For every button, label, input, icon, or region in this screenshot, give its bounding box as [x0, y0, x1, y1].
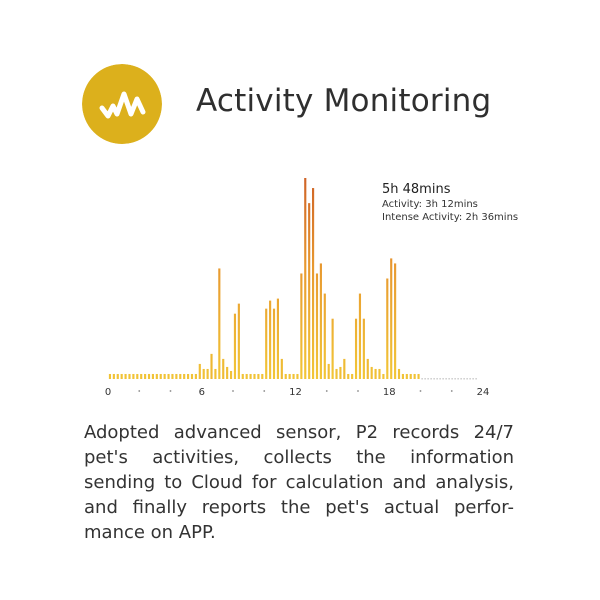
activity-bar: [183, 374, 185, 379]
intense-activity-time: Intense Activity: 2h 36mins: [382, 211, 519, 223]
future-placeholder-dot: [457, 378, 459, 380]
x-minor-tick: [170, 390, 172, 392]
future-placeholder-dot: [463, 378, 465, 380]
x-minor-tick: [138, 390, 140, 392]
future-placeholder-dot: [472, 378, 474, 380]
activity-bar: [382, 374, 384, 379]
future-placeholder-dot: [436, 378, 438, 380]
x-minor-tick: [263, 390, 265, 392]
activity-bar: [378, 369, 380, 379]
activity-bar: [339, 367, 341, 379]
x-tick-label: 24: [476, 387, 490, 398]
activity-bar: [332, 319, 334, 379]
activity-bar: [355, 319, 357, 379]
activity-bar: [136, 374, 138, 379]
future-placeholder-dot: [439, 378, 441, 380]
activity-bar: [402, 374, 404, 379]
activity-bar: [261, 374, 263, 379]
future-placeholder-dot: [424, 378, 426, 380]
activity-bar: [195, 374, 197, 379]
activity-bar: [289, 374, 291, 379]
activity-bar: [265, 309, 267, 379]
future-placeholder-dot: [454, 378, 456, 380]
activity-bar: [304, 178, 306, 379]
activity-bar: [187, 374, 189, 379]
page-title: Activity Monitoring: [196, 83, 492, 119]
activity-bar: [394, 263, 396, 379]
activity-bar: [167, 374, 169, 379]
activity-bar: [191, 374, 193, 379]
activity-bar: [273, 309, 275, 379]
activity-bar: [171, 374, 173, 379]
activity-bar: [300, 273, 302, 379]
x-tick-label: 6: [198, 387, 205, 398]
x-minor-tick: [451, 390, 453, 392]
activity-bar: [234, 314, 236, 379]
activity-bar: [199, 364, 201, 379]
activity-bar: [148, 374, 150, 379]
activity-time: Activity: 3h 12mins: [382, 198, 478, 210]
activity-bar: [281, 359, 283, 379]
activity-bar: [152, 374, 154, 379]
activity-bar: [144, 374, 146, 379]
future-placeholder-dot: [451, 378, 453, 380]
activity-bar: [390, 258, 392, 379]
activity-bar: [226, 367, 228, 379]
future-placeholder-dot: [427, 378, 429, 380]
activity-bar: [347, 374, 349, 379]
feature-description: Adopted advanced sensor, P2 records 24/7 pet's activities, collects the information sending to Cloud for calculation and analysis, and finally reports the pet's actual perfor-mance on APP.: [84, 422, 514, 543]
activity-bar: [140, 374, 142, 379]
activity-bar: [156, 374, 158, 379]
activity-bar: [375, 369, 377, 379]
activity-bar: [125, 374, 127, 379]
activity-bar: [128, 374, 130, 379]
future-placeholder-dot: [442, 378, 444, 380]
activity-bar: [316, 273, 318, 379]
x-minor-tick: [357, 390, 359, 392]
activity-bar: [253, 374, 255, 379]
future-placeholder-dot: [460, 378, 462, 380]
activity-bar: [222, 359, 224, 379]
activity-bar: [242, 374, 244, 379]
activity-bar: [343, 359, 345, 379]
future-placeholder-dot: [433, 378, 435, 380]
activity-bar: [117, 374, 119, 379]
activity-bar: [417, 374, 419, 379]
activity-bar: [398, 369, 400, 379]
future-placeholder-dot: [448, 378, 450, 380]
activity-bar: [207, 369, 209, 379]
activity-bar: [410, 374, 412, 379]
activity-bar: [132, 374, 134, 379]
activity-bar: [269, 301, 271, 379]
activity-bar: [292, 374, 294, 379]
total-activity-time: 5h 48mins: [382, 182, 451, 197]
activity-bar: [121, 374, 123, 379]
future-placeholder-dot: [430, 378, 432, 380]
future-placeholder-dot: [445, 378, 447, 380]
activity-bar: [363, 319, 365, 379]
x-tick-label: 18: [382, 387, 396, 398]
future-placeholder-dot: [469, 378, 471, 380]
activity-bar: [113, 374, 115, 379]
activity-bar: [218, 268, 220, 379]
activity-bar: [406, 374, 408, 379]
activity-bar: [164, 374, 166, 379]
activity-bar: [308, 203, 310, 379]
activity-bar: [246, 374, 248, 379]
activity-bar: [109, 374, 111, 379]
activity-bar: [320, 263, 322, 379]
activity-bar: [175, 374, 177, 379]
activity-bar: [250, 374, 252, 379]
x-tick-label: 0: [104, 387, 112, 398]
future-placeholder-dot: [475, 378, 477, 380]
activity-bar: [351, 374, 353, 379]
activity-bar: [324, 294, 326, 379]
future-placeholder-dot: [421, 378, 423, 380]
activity-bar: [277, 299, 279, 379]
activity-bar: [230, 371, 232, 379]
activity-bar: [328, 364, 330, 379]
activity-bar: [160, 374, 162, 379]
x-minor-tick: [326, 390, 328, 392]
activity-bar: [312, 188, 314, 379]
activity-bar: [203, 369, 205, 379]
x-minor-tick: [232, 390, 234, 392]
activity-bar: [257, 374, 259, 379]
activity-bar: [238, 304, 240, 379]
x-minor-tick: [420, 390, 422, 392]
activity-bar: [367, 359, 369, 379]
activity-bar: [335, 369, 337, 379]
activity-bar: [179, 374, 181, 379]
activity-bar: [386, 279, 388, 380]
activity-bar: [214, 369, 216, 379]
future-placeholder-dot: [466, 378, 468, 380]
activity-bar: [210, 354, 212, 379]
activity-bar: [414, 374, 416, 379]
activity-bar: [359, 294, 361, 379]
activity-bar: [285, 374, 287, 379]
activity-bar: [296, 374, 298, 379]
activity-bar: [371, 367, 373, 379]
x-tick-label: 12: [289, 387, 302, 398]
